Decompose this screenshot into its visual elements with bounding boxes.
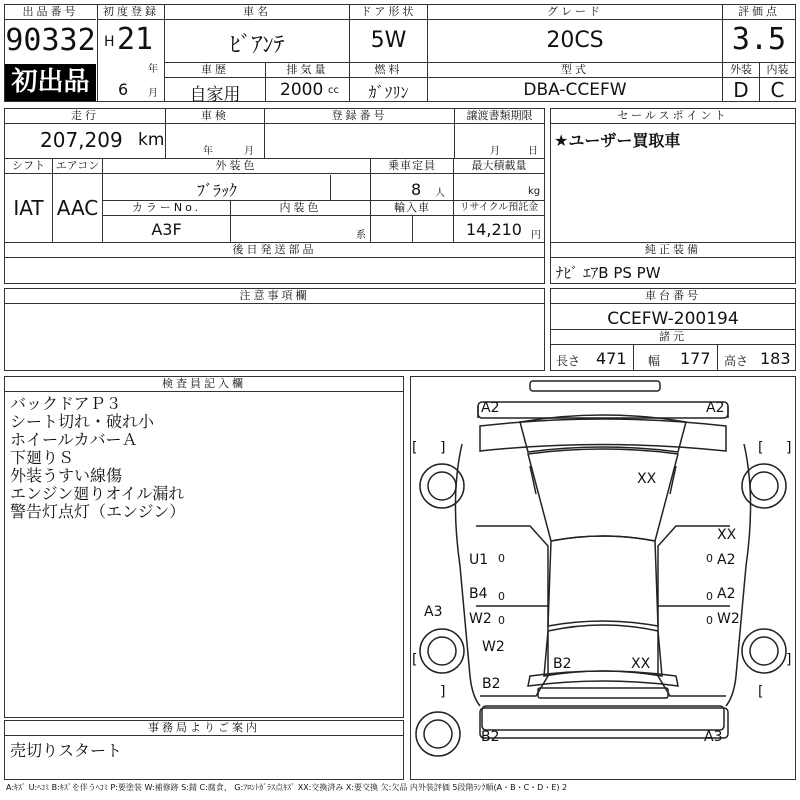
zero-mark: 0 [498,552,505,565]
reg-number-label: 登録番号 [265,109,454,124]
inspector-note: 警告灯点灯（エンジン） [10,502,186,521]
chassis-number: CCEFW-200194 [607,309,739,329]
inspection-month-unit: 月 [244,146,254,157]
int-color-unit: 系 [356,230,366,241]
ext-color: ﾌﾞﾗｯｸ [196,181,237,200]
first-listing-badge: 初出品 [5,64,96,101]
damage-left-front-door-w: W2 [469,611,492,627]
sales-point-label: セールスポイント [551,109,795,124]
fuel: ｶﾞｿﾘﾝ [368,83,409,102]
inspector-notes [10,395,185,521]
first-reg-label: 初度登録 [98,5,164,20]
max-load-label: 最大積載量 [454,159,544,174]
lot-no: 90332 [5,23,96,58]
length-label: 長さ [556,354,581,368]
chassis-label: 車台番号 [551,289,795,304]
zero-mark: 0 [706,552,713,565]
reg-month: 6 [118,80,129,99]
yen-unit: 円 [531,230,541,241]
damage-roof-rear-right: XX [631,656,651,672]
color-no: A3F [151,220,182,239]
door-label: ドア形状 [350,5,427,20]
reg-year: 21 [117,22,154,57]
ext-color-label: 外装色 [103,159,370,174]
shift-label: シフト [5,159,52,174]
door-type: 5W [370,28,407,53]
office-label: 事務局よりご案内 [5,721,403,736]
inspector-note: バックドアＰ３ [10,394,122,413]
inspection-label: 車検 [166,109,264,124]
inspector-note: ホイールカバーＡ [10,430,138,449]
zero-mark: 0 [498,614,505,627]
height-value: 183 [760,349,791,368]
reg-era: H [104,34,115,50]
month-unit: 月 [148,88,158,99]
damage-front-right: A2 [706,400,725,416]
damage-right-fender-x: XX [717,527,737,543]
bracket-left: [ [412,652,418,668]
office-note: 売切りスタート [10,741,123,760]
kg-unit: kg [528,186,541,197]
damage-rear-bumper-right: A3 [704,729,723,745]
bracket-right: ] [440,684,446,700]
car-name-label: 車名 [165,5,349,20]
displacement: 2000 [280,80,324,100]
exterior-score: D [733,78,749,102]
lot-no-label: 出品番号 [5,5,96,20]
displacement-label: 排気量 [266,63,349,78]
score-label: 評価点 [723,5,795,20]
legend: A:ｷｽﾞ U:ﾍｺﾐ B:ｷｽﾞを伴うﾍｺﾐ P:要塗装 W:補修跡 S:錆 C:腐食、 G:ﾌﾛﾝﾄｶﾞﾗｽ点ｷｽﾞ XX:交換済み X:要交換 欠:欠品 内外装評価 5段階ﾗﾝｸ順(A・B・C・D・E) 2 [6,783,568,792]
inspector-note: シート切れ・破れ小 [10,412,155,431]
capacity-label: 乗車定員 [371,159,453,174]
cc-unit: cc [328,85,339,96]
mileage-label: 走行 [5,109,165,124]
car-name: ﾋﾞｱﾝﾃ [229,33,285,58]
damage-rear-bumper-left: B2 [481,729,500,745]
damage-hood: XX [637,471,657,487]
bracket-right: ] [440,440,446,456]
ac-label: エアコン [53,159,102,174]
transfer-deadline-label: 譲渡書類期限 [455,109,544,124]
zero-mark: 0 [498,590,505,603]
grade: 20CS [546,28,604,53]
recycle-fee: 14,210 [466,220,522,239]
inspection-year-unit: 年 [203,146,213,157]
bracket-left: [ [758,440,764,456]
exterior-label: 外装 [723,63,759,78]
bracket-right: ] [786,440,792,456]
bracket-left: [ [758,684,764,700]
capacity: 8 [411,180,422,199]
length-value: 471 [596,349,627,368]
genuine-equipment: ﾅﾋﾞ ｴｱB PS PW [556,264,661,282]
damage-right-front-door-w: W2 [717,611,740,627]
recycle-label: リサイクル預託金 [454,201,544,216]
inspector-note: エンジン廻りオイル漏れ [10,484,185,503]
interior-label: 内装 [760,63,795,78]
bracket-right: ] [786,652,792,668]
damage-left-fender: U1 [469,552,489,568]
color-no-label: カラーNo. [103,201,230,216]
damage-right-front-door: A2 [717,586,736,602]
model: DBA-CCEFW [523,80,627,100]
damage-left-sill: A3 [424,604,443,620]
bracket-left: [ [412,440,418,456]
zero-mark: 0 [706,614,713,627]
damage-left-front-door: B4 [469,586,488,602]
damage-left-rear-door: W2 [482,639,505,655]
damage-rear-left-quarter: B2 [482,676,501,692]
damage-right-fender: A2 [717,552,736,568]
inspector-label: 検査員記入欄 [5,377,403,392]
year-unit: 年 [148,64,158,75]
width-value: 177 [680,349,711,368]
car-diagram-outline [410,376,796,780]
later-parts-label: 後日発送部品 [5,243,544,258]
inspector-note: 外装うすい線傷 [10,466,123,485]
notice-label: 注意事項欄 [5,289,544,304]
damage-front-left: A2 [481,400,500,416]
interior-score: C [770,78,785,102]
km-unit: km [138,130,165,150]
mileage: 207,209 [40,128,123,152]
height-label: 高さ [724,354,749,368]
import-label: 輸入車 [371,201,453,216]
dims-label: 諸元 [551,330,795,345]
history-label: 車歴 [165,63,265,78]
transfer-month-unit: 月 [490,146,500,157]
int-color-label: 内装色 [231,201,370,216]
sales-point: ★ユーザー買取車 [554,131,681,150]
width-label: 幅 [648,354,661,368]
capacity-unit: 人 [435,188,445,199]
model-label: 型式 [428,63,722,78]
shift: IAT [13,196,44,220]
fuel-label: 燃料 [350,63,427,78]
ac: AAC [56,196,99,220]
grade-label: グレード [428,5,722,20]
genuine-label: 純正装備 [551,243,795,258]
history: 自家用 [189,85,241,105]
damage-roof-rear-left: B2 [553,656,572,672]
zero-mark: 0 [706,590,713,603]
inspector-note: 下廻りＳ [10,448,75,467]
transfer-day-unit: 日 [528,146,538,157]
score: 3.5 [731,22,787,57]
